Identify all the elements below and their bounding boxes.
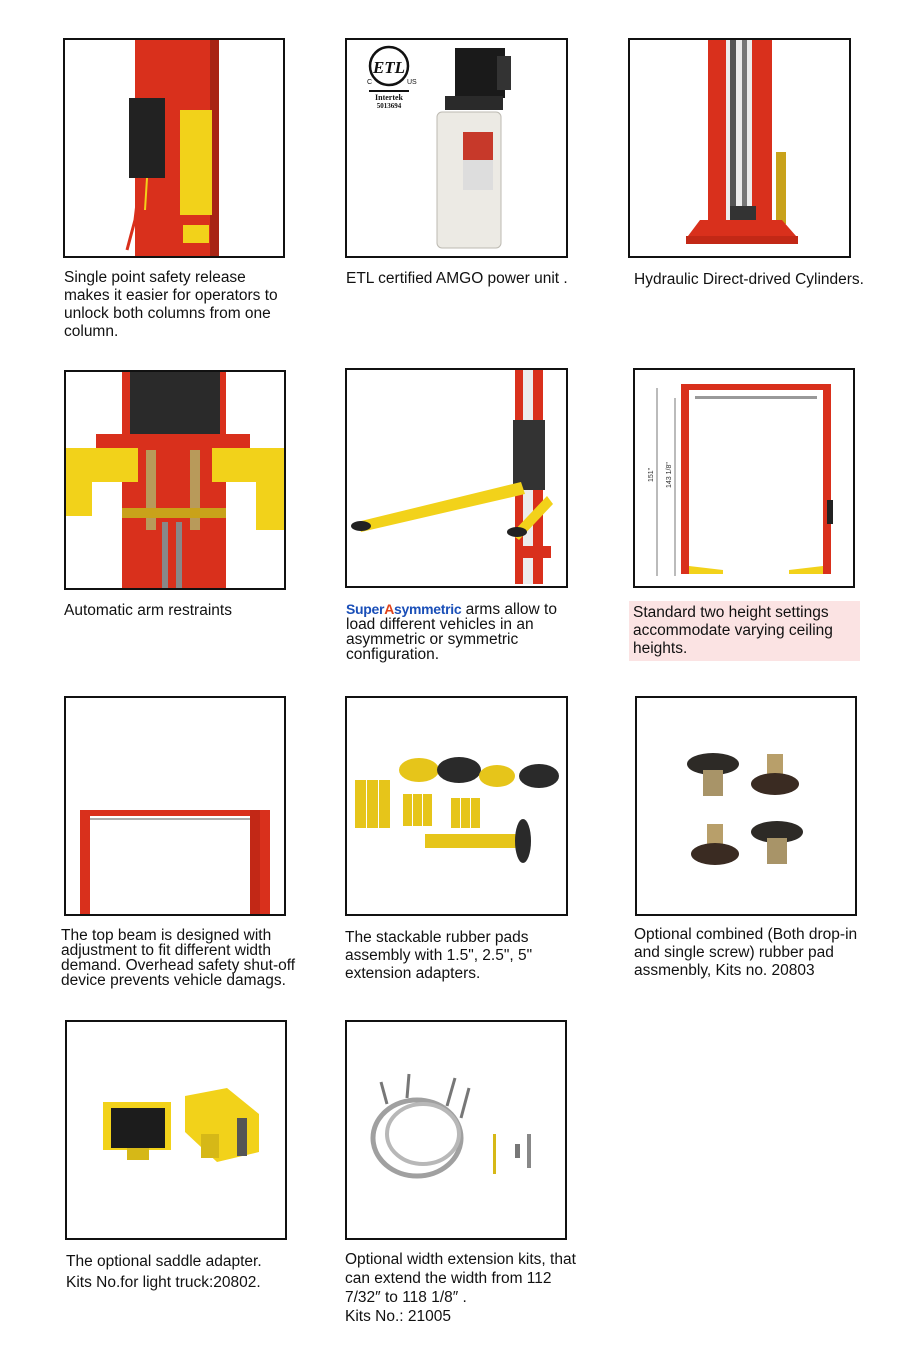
safety-release-image [63,38,285,258]
caption-combined-pad: Optional combined (Both drop-in and single screw) rubber pad assmenbly, Kits no. 20803 [634,926,858,979]
caption-arm-restraints: Automatic arm restraints [64,602,232,619]
etl-c-text: C [367,79,373,86]
caption-height-settings: Standard two height settings accommodate varying ceiling heights. [629,601,860,661]
power-unit-image [345,38,568,258]
caption-extension-kit [345,1250,585,1326]
etl-logo-text: ETL [372,58,406,77]
superasymmetric-logo: SuperAsymmetric [346,601,462,617]
caption-asymmetric-text: arms allow to load different vehicles in an asymmetric or symmetric configuration. [346,601,557,663]
caption-rubber-pads: The stackable rubber pads assembly with 1.5", 2.5", 5" extension adapters. [345,929,533,982]
dim-inner-label: 143 1/8" [666,462,673,488]
asymmetric-arms-image [345,368,568,588]
extension-kit-image [345,1020,567,1240]
etl-us-text: US [407,79,417,86]
caption-saddle-line2: Kits No.for light truck:20802. [66,1274,261,1291]
etl-intertek-text: Intertek [375,93,403,102]
caption-power-unit: ETL certified AMGO power unit . [346,270,568,287]
height-settings-image [633,368,855,588]
top-beam-image [64,696,286,916]
caption-asymmetric-arms [346,602,582,662]
caption-extension-text: Optional width extension kits, that can extend the width from 112 7/32″ to 118 1/8″ . [345,1251,576,1306]
caption-safety-release: Single point safety release makes it easier for operators to unlock both columns from one column. [64,269,278,340]
rubber-pads-image [345,696,568,916]
cylinders-image [628,38,851,258]
etl-number-text: 5013694 [376,102,402,110]
caption-saddle-line1: The optional saddle adapter. [66,1253,262,1270]
saddle-adapter-image [65,1020,287,1240]
dim-outer-label: 151" [648,467,655,482]
caption-saddle-adapter [66,1251,306,1293]
caption-top-beam: The top beam is designed with adjustment to fit different width demand. Overhead safety shut-off device prevents vehicle damags. [61,927,296,989]
caption-extension-kits: Kits No.: 21005 [345,1308,451,1325]
arm-restraints-image [64,370,286,590]
combined-pad-image [635,696,857,916]
caption-cylinders: Hydraulic Direct-drived Cylinders. [634,271,864,288]
